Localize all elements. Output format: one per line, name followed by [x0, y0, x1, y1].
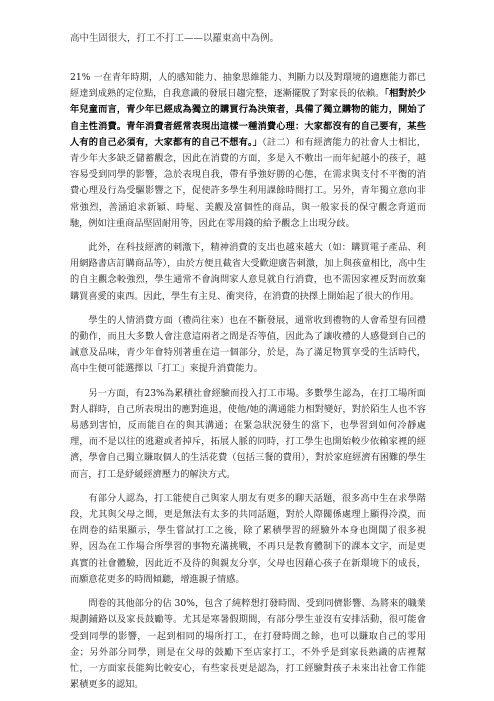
paragraph-5: 有部分人認為，打工能使自己與家人朋友有更多的聊天話題，很多高中生在求學階段，尤其與父母之間，更是無法有太多的共同話題，對於人際關係處理上顯得冷漠，而在問卷的結果顯示，學生嘗試打工之後，除了累積學習的經驗外本身也開闊了很多視界，因為在工作場合所學習的事物充滿挑戰，不再只是教育體制下的課本文字，而是更真實的社會體驗，因此近不及待的與親友分享，父母也因藉心孩子在新環境下的成長，而願意花更多的時間傾聽，增進親子情感。 [70, 492, 426, 585]
document-body [70, 70, 426, 701]
paragraph-2: 此外，在科技經濟的刺激下，精神消費的支出也越來越大（如：購買電子產品、利用網路書店訂購商品等），由於方便且截省大受歡迎廣告刺激，加上與孩童相比，高中生的自主觀念較強烈，學生通常不會詢問家人意見就自行消費，也不需因家裡反對而放棄購買喜愛的東西。因此，學生有主見、衝突待，在消費的抉擇上開始起了很大的作用。 [70, 242, 426, 302]
paragraph-3: 學生的人情消費方面（禮尚往來）也在不斷發展，通常收到禮物的人會希望有回禮的動作，而且大多數人會注意這兩者之間是否等值，因此為了讓收禮的人感覺到自己的誠意及品味，青少年會特別著重在這一個部分，於是，為了滿足物質享受的生活時代，高中生便可能選擇以「打工」來提升消費能力。 [70, 314, 426, 375]
paragraph-6: 問卷的其他部分的佔 30%，包含了純粹想打發時間、受到同儕影響、為將來的職業規劃鋪路以及家長鼓勵等。尤其是寒暑假期間，有部分學生並沒有安排活動，很可能會受到同學的影響，一起到相同的場所打工，在打發時間之餘，也可以賺取自己的零用金；另外部分同學，則是在父母的鼓勵下至店家打工，不外乎是到家長熟識的店裡幫忙，一方面家長能夠比較安心，有些家長更是認為，打工經驗對孩子未來出社會工作能累積更多的認知。 [70, 598, 426, 691]
paragraph-1-lead: 21% 一在青年時期，人的感知能力、抽象思維能力、判斷力以及對環境的適應能力都已經達到成熟的定位點，自我意識的發展日趨完整，逐漸擺脫了對家長的依賴。 [70, 72, 426, 100]
paragraph-1-tail: （註二）和有經濟能力的社會人士相比，青少年大多缺乏儲蓄觀念，因此在消費的方面，多是入不敷出一而年紀越小的孩子，越容易受到同學的影響，急於表現自我，帶有爭強好勝的心態，在需求與支付不平衡的消費心理及行為受驅影響之下，促使許多學生利用課餘時間打工。另外，青年獨立意向非常強烈，善涵追求新穎、時髦、美觀及富個性的商品，與一般家長的保守觀念背道而馳，例如注重商品堅固耐用等，因此在零用錢的給予觀念上出現分歧。 [70, 136, 426, 229]
paragraph-4: 另一方面，有23%為累積社會經驗而投入打工市場。多數學生認為，在打工場所面對人群時，自己所表現出的應對進退，使他/她的溝通能力相對變好，對於陌生人也不容易感到害怕，反而能自在的與其溝通；在緊急狀況發生的當下，也學習到如何冷靜處理，而不是以往的逃避或者掉斥，拓展人脈的同時，打工學生也開始較少依賴家裡的經濟，學會自己獨立賺取個人的生活花費（包括三餐的費用），對於家庭經濟有困難的學生而言，打工是紓緩經濟壓力的解決方式。 [70, 387, 426, 480]
paragraph-1 [70, 70, 426, 232]
page-header: 高中生固很大，打工不打工——以羅東高中為例。 [70, 33, 280, 44]
paragraph-1-emphasis: 「相對於少年兒童而言，青少年已經成為獨立的購買行為決策者，具備了獨立購物的能力，開始了自主性消費。青年消費者經常表現出這樣一種消費心理：大家都沒有的自己要有，某些人有的自己必須有，大家都有的自己不想有。」 [70, 88, 426, 148]
